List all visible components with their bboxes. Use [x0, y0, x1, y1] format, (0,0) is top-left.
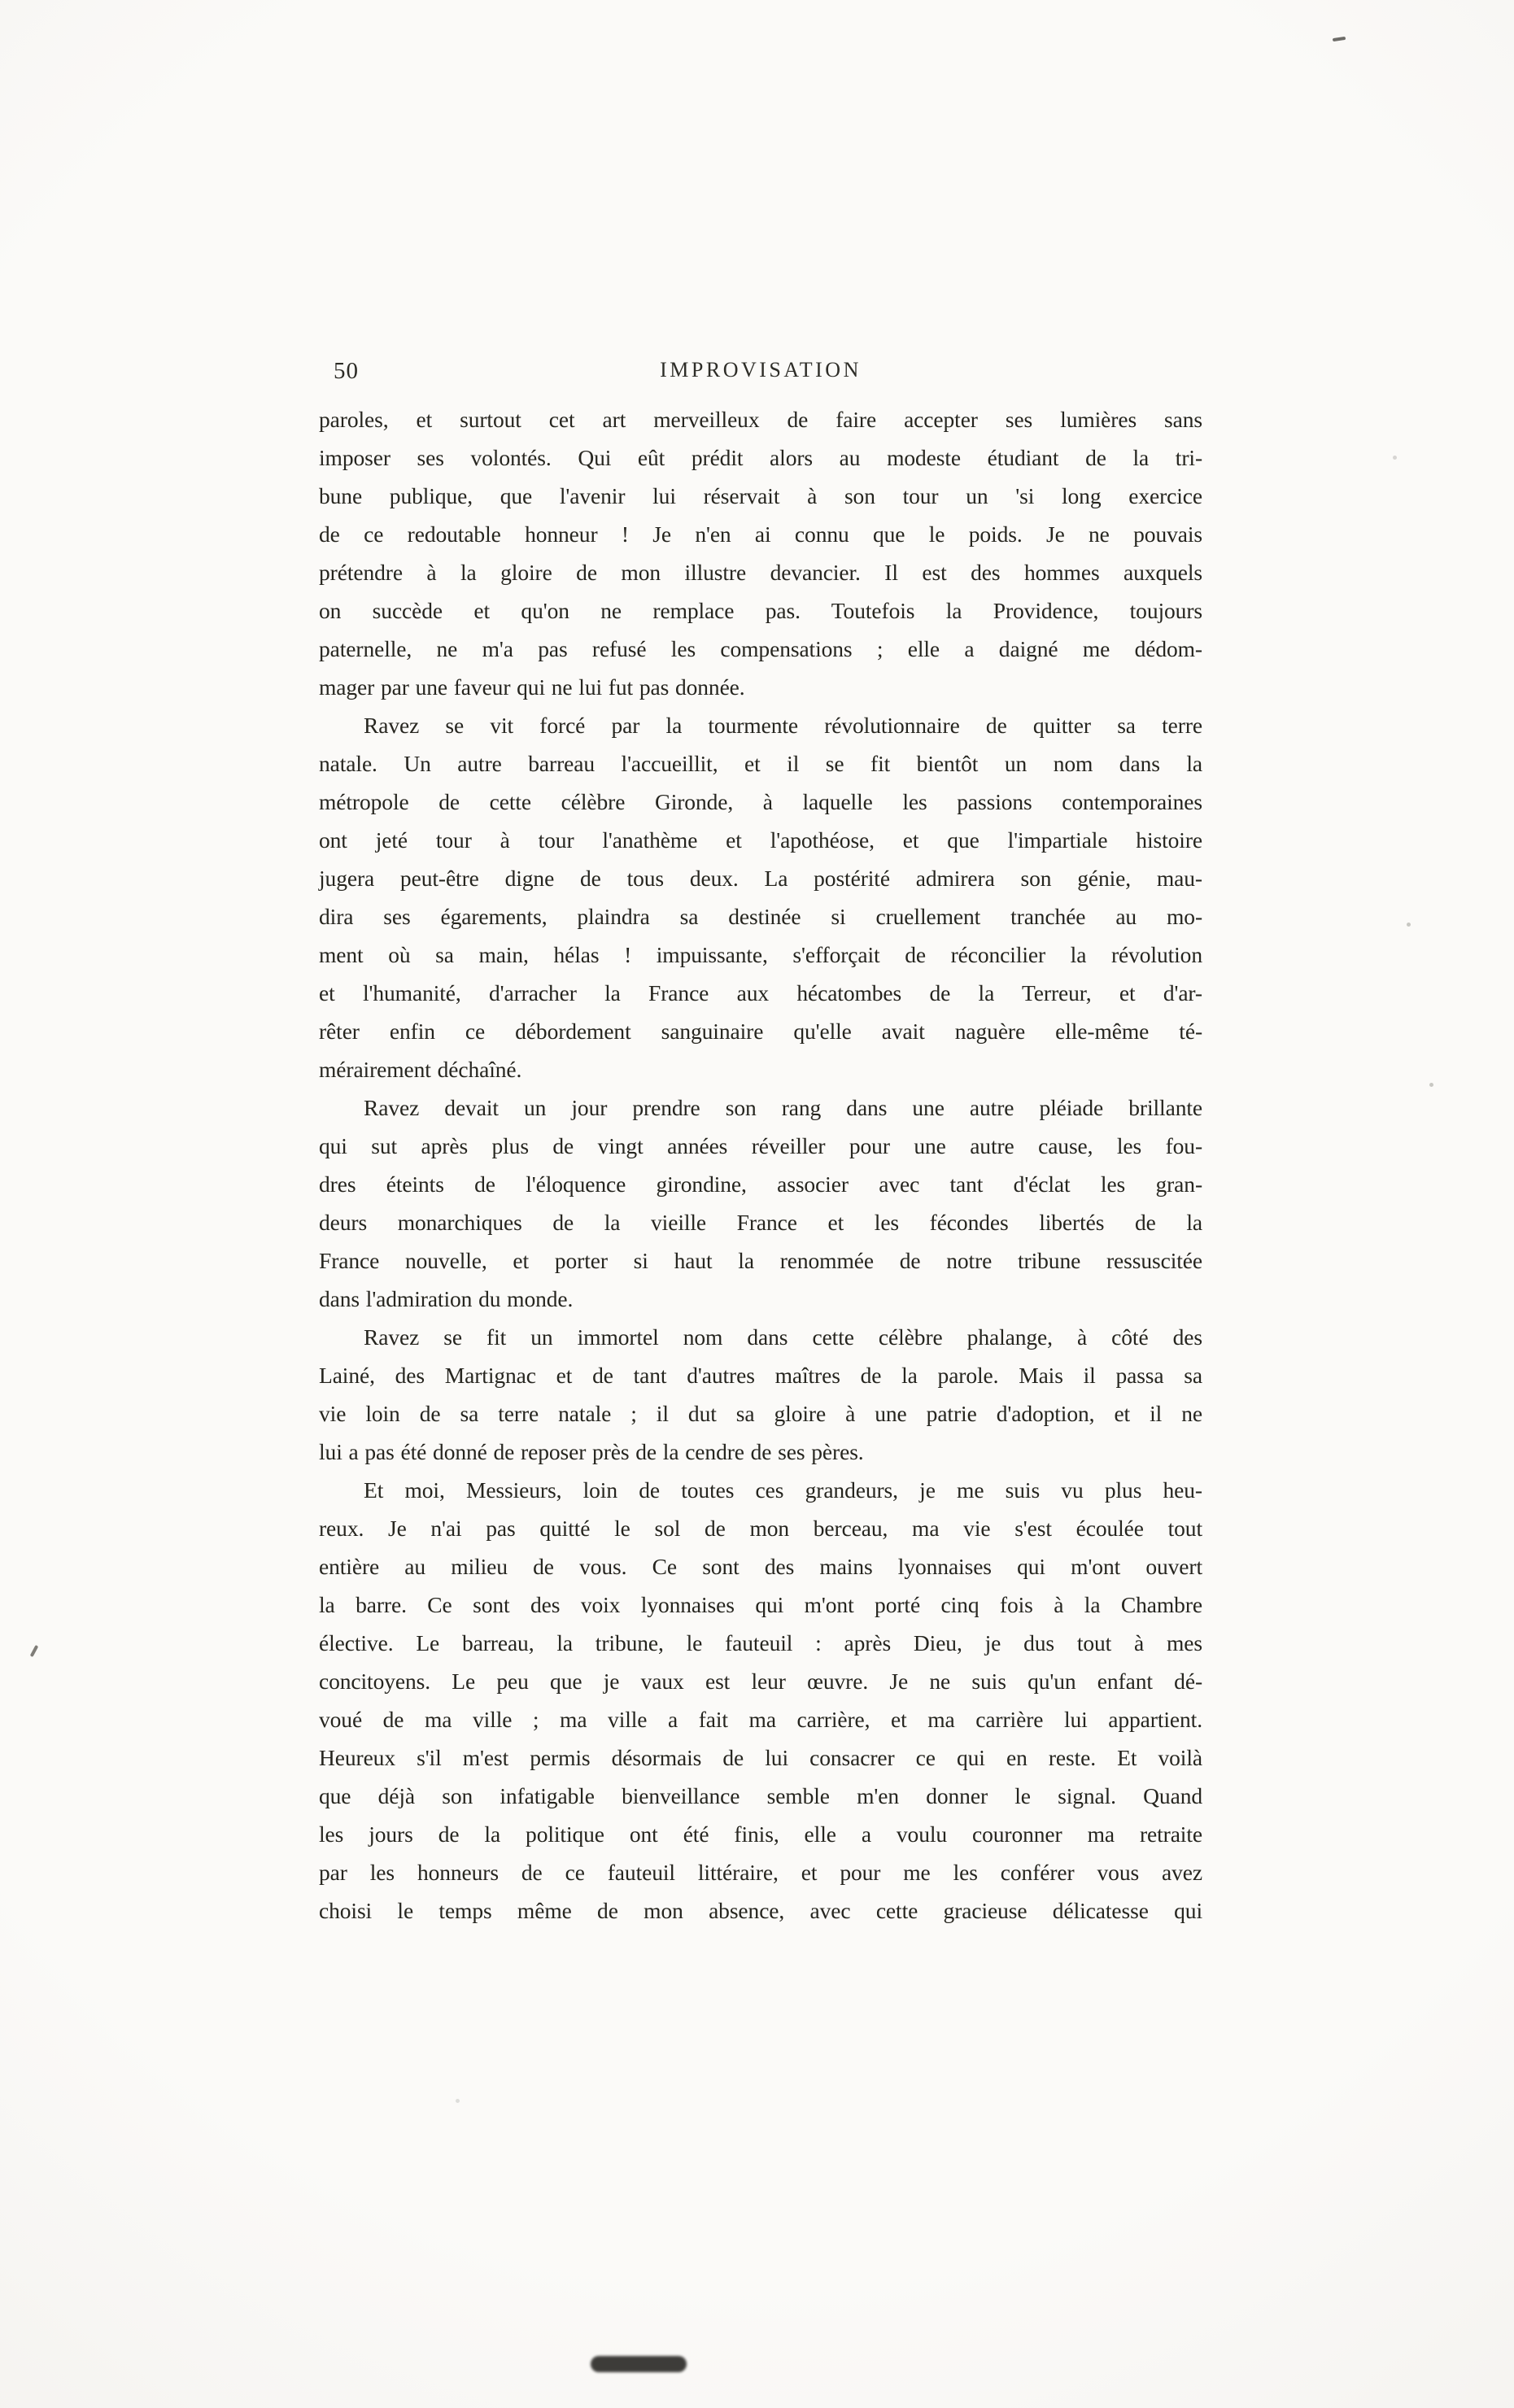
text-line: ment où sa main, hélas ! impuissante, s'efforçait de réconcilier la révolution	[319, 942, 1202, 967]
text-line: prétendre à la gloire de mon illustre devancier. Il est des hommes auxquels	[319, 560, 1202, 585]
text-line: lui a pas été donné de reposer près de la cendre de ses pères.	[319, 1439, 864, 1464]
text-line: Ravez se vit forcé par la tourmente révolutionnaire de quitter sa terre	[364, 713, 1202, 738]
text-line: rêter enfin ce débordement sanguinaire qu'elle avait naguère elle-même té-	[319, 1019, 1202, 1044]
text-line: reux. Je n'ai pas quitté le sol de mon berceau, ma vie s'est écoulée tout	[319, 1516, 1202, 1541]
text-line: qui sut après plus de vingt années réveiller pour une autre cause, les fou-	[319, 1133, 1202, 1158]
scan-speck	[1407, 923, 1411, 927]
paragraph	[319, 1318, 1202, 1471]
text-line: entière au milieu de vous. Ce sont des mains lyonnaises qui m'ont ouvert	[319, 1554, 1202, 1579]
page-header	[319, 358, 1202, 400]
page-number: 50	[334, 358, 359, 384]
paragraph	[319, 400, 1202, 706]
text-line: natale. Un autre barreau l'accueillit, et il se fit bientôt un nom dans la	[319, 751, 1202, 776]
text-line: on succède et qu'on ne remplace pas. Toutefois la Providence, toujours	[319, 598, 1202, 623]
paragraph	[319, 706, 1202, 1088]
text-block	[319, 358, 1202, 1930]
paragraph	[319, 1088, 1202, 1318]
text-line: ont jeté tour à tour l'anathème et l'apothéose, et que l'impartiale histoire	[319, 827, 1202, 853]
scan-speck	[456, 2099, 460, 2103]
running-header: IMPROVISATION	[660, 358, 862, 382]
text-line: la barre. Ce sont des voix lyonnaises qui m'ont porté cinq fois à la Chambre	[319, 1592, 1202, 1617]
text-line: Lainé, des Martignac et de tant d'autres maîtres de la parole. Mais il passa sa	[319, 1363, 1202, 1388]
text-line: mérairement déchaîné.	[319, 1057, 522, 1082]
text-line: Ravez se fit un immortel nom dans cette célèbre phalange, à côté des	[364, 1324, 1202, 1350]
text-line: concitoyens. Le peu que je vaux est leur œuvre. Je ne suis qu'un enfant dé-	[319, 1669, 1202, 1694]
text-line: que déjà son infatigable bienveillance semble m'en donner le signal. Quand	[319, 1783, 1202, 1808]
text-line: paternelle, ne m'a pas refusé les compensations ; elle a daigné me dédom-	[319, 636, 1202, 661]
text-line: dans l'admiration du monde.	[319, 1286, 574, 1311]
body-text	[319, 400, 1202, 1930]
text-line: bune publique, que l'avenir lui réservait à son tour un 'si long exercice	[319, 483, 1202, 508]
text-line: élective. Le barreau, la tribune, le fauteuil : après Dieu, je dus tout à mes	[319, 1630, 1202, 1656]
scan-tick-artifact	[30, 1645, 39, 1657]
text-line: voué de ma ville ; ma ville a fait ma carrière, et ma carrière lui appartient.	[319, 1707, 1202, 1732]
text-line: dres éteints de l'éloquence girondine, associer avec tant d'éclat les gran-	[319, 1171, 1202, 1197]
scan-speck	[1393, 456, 1397, 460]
text-line: mager par une faveur qui ne lui fut pas donnée.	[319, 674, 745, 700]
text-line: métropole de cette célèbre Gironde, à laquelle les passions contemporaines	[319, 789, 1202, 814]
text-line: les jours de la politique ont été finis, elle a voulu couronner ma retraite	[319, 1821, 1202, 1847]
text-line: deurs monarchiques de la vieille France et les fécondes libertés de la	[319, 1210, 1202, 1235]
text-line: par les honneurs de ce fauteuil littéraire, et pour me les conférer vous avez	[319, 1860, 1202, 1885]
text-line: paroles, et surtout cet art merveilleux de faire accepter ses lumières sans	[319, 407, 1202, 432]
text-line: France nouvelle, et porter si haut la renommée de notre tribune ressuscitée	[319, 1248, 1202, 1273]
text-line: Et moi, Messieurs, loin de toutes ces grandeurs, je me suis vu plus heu-	[364, 1477, 1202, 1503]
text-line: dira ses égarements, plaindra sa destinée si cruellement tranchée au mo-	[319, 904, 1202, 929]
text-line: choisi le temps même de mon absence, avec cette gracieuse délicatesse qui	[319, 1898, 1202, 1923]
text-line: vie loin de sa terre natale ; il dut sa gloire à une patrie d'adoption, et il ne	[319, 1401, 1202, 1426]
text-line: Heureux s'il m'est permis désormais de lui consacrer ce qui en reste. Et voilà	[319, 1745, 1202, 1770]
text-line: et l'humanité, d'arracher la France aux hécatombes de la Terreur, et d'ar-	[319, 980, 1202, 1006]
scan-dash-artifact	[1333, 37, 1346, 41]
text-line: Ravez devait un jour prendre son rang dans une autre pléiade brillante	[364, 1095, 1202, 1120]
text-line: jugera peut-être digne de tous deux. La postérité admirera son génie, mau-	[319, 866, 1202, 891]
scan-smudge	[591, 2356, 687, 2372]
text-line: imposer ses volontés. Qui eût prédit alors au modeste étudiant de la tri-	[319, 445, 1202, 470]
paragraph	[319, 1471, 1202, 1930]
text-line: de ce redoutable honneur ! Je n'en ai connu que le poids. Je ne pouvais	[319, 521, 1202, 547]
scan-speck	[1429, 1083, 1433, 1087]
